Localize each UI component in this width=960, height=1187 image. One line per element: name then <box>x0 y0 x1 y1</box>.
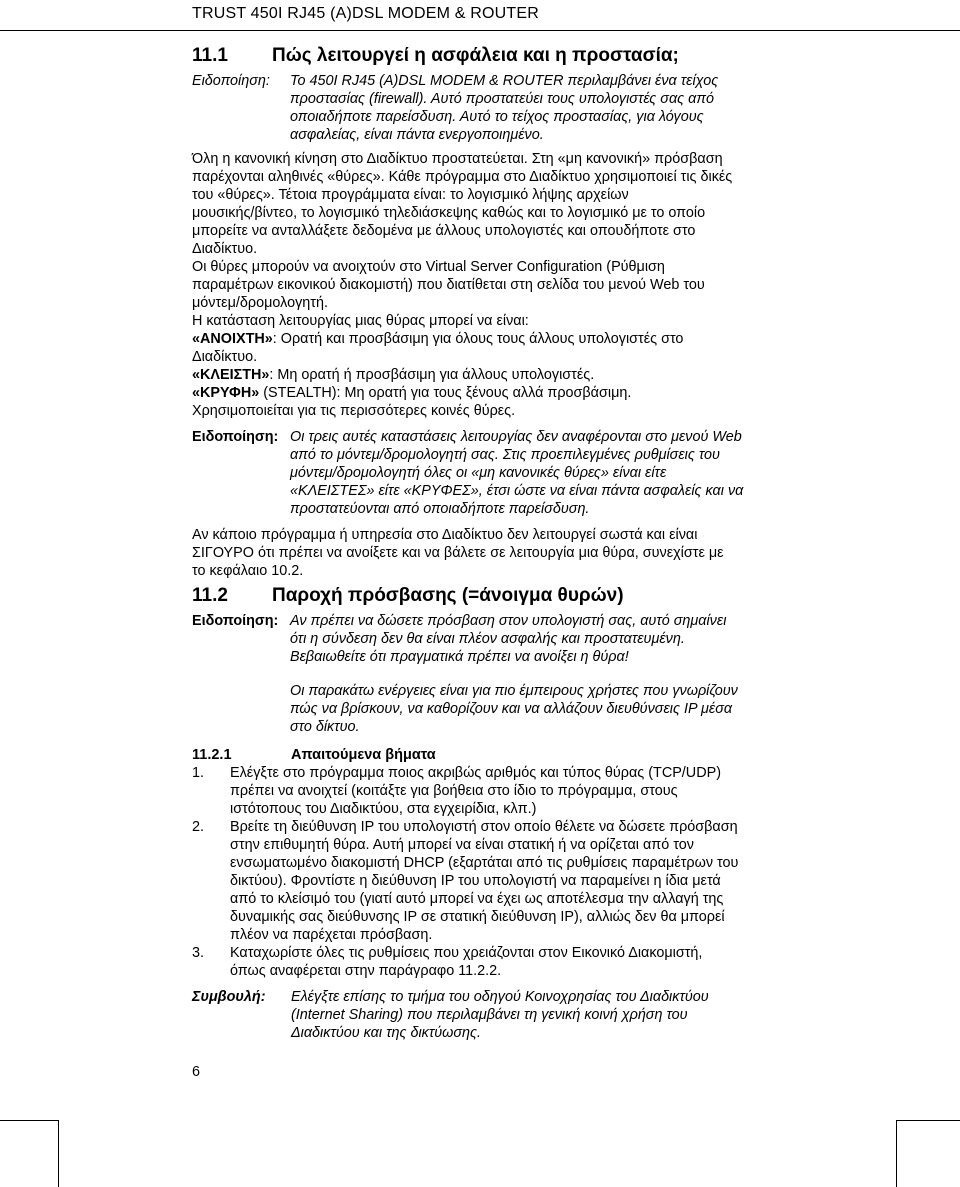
notice-line: Οι τρεις αυτές καταστάσεις λειτουργίας δεν αναφέρονται στο μενού Web <box>290 429 742 445</box>
step-number: 1. <box>192 765 205 781</box>
state-label: «ΚΛΕΙΣΤΗ» <box>192 367 270 383</box>
paragraph <box>192 526 758 580</box>
state-text: (STEALTH): Μη ορατή για τους ξένους αλλά προσβάσιμη. <box>259 385 632 401</box>
notice-line: πώς να βρίσκουν, να καθορίζουν και να αλλάζουν διευθύνσεις IP μέσα <box>290 701 733 717</box>
tip-line: Διαδικτύου και της δικτύωσης. <box>291 1025 482 1041</box>
port-state-open <box>192 330 758 366</box>
paragraph-line: Όλη η κανονική κίνηση στο Διαδίκτυο προστατεύεται. Στη «μη κανονική» πρόσβαση <box>192 151 723 167</box>
step-line: ιστότοπους του Διαδικτύου, στα εγχειρίδια, κλπ.) <box>230 801 537 817</box>
notice-label: Ειδοποίηση: <box>192 73 270 89</box>
step-line: στην επιθυμητή θύρα. Αυτή μπορεί να είναι στατική ή να ορίζεται από τον <box>230 837 694 853</box>
state-text: : Ορατή και προσβάσιμη για όλους τους άλλους υπολογιστές στο <box>272 331 684 347</box>
step-line: από το κλείσιμό του (γιατί αυτό μπορεί να έχει ως αποτέλεσμα την αλλαγή της <box>230 891 724 907</box>
notice-line: μόντεμ/δρομολογητή όλες οι «μη κανονικές θύρες» είναι είτε <box>290 465 667 481</box>
paragraph-line: Διαδίκτυο. <box>192 241 258 257</box>
crop-mark-left <box>58 1120 59 1187</box>
notice-line: προστατεύονται από οποιαδήποτε παρείσδυση. <box>290 501 590 517</box>
subsection-number: 11.2.1 <box>192 747 232 763</box>
state-label: «ΑΝΟΙΧΤΗ» <box>192 331 273 347</box>
tip-block <box>192 988 758 1042</box>
section-number: 11.2 <box>192 585 228 606</box>
paragraph: Χρησιμοποιείται για τις περισσότερες κοινές θύρες. <box>192 403 516 419</box>
notice-block <box>192 72 758 144</box>
section-title: Πώς λειτουργεί η ασφάλεια και η προστασία; <box>272 45 679 66</box>
notice-label: Ειδοποίηση: <box>192 613 279 629</box>
state-text: : Μη ορατή ή προσβάσιμη για άλλους υπολογιστές. <box>269 367 595 383</box>
paragraph-line: ΣΙΓΟΥΡΟ ότι πρέπει να ανοίξετε και να βάλετε σε λειτουργία μια θύρα, συνεχίστε με <box>192 545 724 561</box>
state-label: «ΚΡΥΦΗ» <box>192 385 260 401</box>
step-number: 2. <box>192 819 205 835</box>
step-line: πλέον να παρέχεται πρόσβαση. <box>230 927 433 943</box>
header-rule <box>0 30 960 31</box>
page-content <box>192 38 758 1042</box>
section-number: 11.1 <box>192 45 228 66</box>
notice-line: Οι παρακάτω ενέργειες είναι για πιο έμπειρους χρήστες που γνωρίζουν <box>290 683 738 699</box>
paragraph-line: μόντεμ/δρομολογητή. <box>192 295 328 311</box>
page-number: 6 <box>192 1064 201 1080</box>
paragraph-line: παραμέτρων εικονικού διακομιστή) που διατίθεται στη σελίδα του μενού Web του <box>192 277 705 293</box>
step-item <box>192 764 758 818</box>
notice-line: από το μόντεμ/δρομολογητή σας. Στις προεπιλεγμένες ρυθμίσεις του <box>290 447 720 463</box>
notice-line: Βεβαιωθείτε ότι πραγματικά πρέπει να ανοίξει η θύρα! <box>290 649 629 665</box>
step-line: Ελέγξτε στο πρόγραμμα ποιος ακριβώς αριθμός και τύπος θύρας (TCP/UDP) <box>230 765 721 781</box>
step-line: Καταχωρίστε όλες τις ρυθμίσεις που χρειάζονται στον Εικονικό Διακομιστή, <box>230 945 703 961</box>
notice-line: ότι η σύνδεση δεν θα είναι πλέον ασφαλής και προστατευμένη. <box>290 631 685 647</box>
notice-line: ασφαλείας, είναι πάντα ενεργοποιημένο. <box>290 127 544 143</box>
notice-line: οποιαδήποτε παρείσδυση. Αυτό το τείχος προστασίας, για λόγους <box>290 109 704 125</box>
paragraph <box>192 150 758 258</box>
paragraph-line: Αν κάποιο πρόγραμμα ή υπηρεσία στο Διαδίκτυο δεν λειτουργεί σωστά και είναι <box>192 527 698 543</box>
crop-mark-right <box>896 1120 897 1187</box>
crop-mark-right-h <box>896 1120 960 1121</box>
notice-line: Το 450I RJ45 (A)DSL MODEM & ROUTER περιλαμβάνει ένα τείχος <box>290 73 719 89</box>
subsection-heading-11-2-1 <box>192 746 758 764</box>
paragraph-line: μουσικής/βίντεο, το λογισμικό τηλεδιάσκεψης καθώς και το λογισμικό με το οποίο <box>192 205 706 221</box>
paragraph-line: παρέχονται αληθινές «θύρες». Κάθε πρόγραμμα στο Διαδίκτυο χρησιμοποιεί τις δικές <box>192 169 733 185</box>
running-header: TRUST 450I RJ45 (A)DSL MODEM & ROUTER <box>192 5 540 22</box>
section-heading-11-1 <box>192 44 758 68</box>
step-item <box>192 818 758 944</box>
state-text: Διαδίκτυο. <box>192 349 258 365</box>
step-line: πρέπει να ανοιχτεί (κοιτάξτε για βοήθεια στο ίδιο το πρόγραμμα, στους <box>230 783 678 799</box>
section-title: Παροχή πρόσβασης (=άνοιγμα θυρών) <box>272 585 624 606</box>
paragraph-line: του «θύρες». Τέτοια προγράμματα είναι: το λογισμικό λήψης αρχείων <box>192 187 629 203</box>
notice-label: Ειδοποίηση: <box>192 429 279 445</box>
paragraph-line: Οι θύρες μπορούν να ανοιχτούν στο Virtual Server Configuration (Ρύθμιση <box>192 259 665 275</box>
paragraph: Η κατάσταση λειτουργίας μιας θύρας μπορεί να είναι: <box>192 313 529 329</box>
subsection-title: Απαιτούμενα βήματα <box>291 747 436 763</box>
port-state-closed <box>192 366 758 384</box>
notice-line: Αν πρέπει να δώσετε πρόσβαση στον υπολογιστή σας, αυτό σημαίνει <box>290 613 727 629</box>
notice-line: προστασίας (firewall). Αυτό προστατεύει τους υπολογιστές σας από <box>290 91 715 107</box>
step-line: ενσωματωμένο διακομιστή DHCP (εξαρτάται από τις ρυθμίσεις παραμέτρων του <box>230 855 739 871</box>
crop-mark-left-h <box>0 1120 58 1121</box>
notice-block <box>192 428 758 518</box>
step-line: δικτύου). Φροντίστε η διεύθυνση IP του υπολογιστή να παραμείνει η ίδια μετά <box>230 873 721 889</box>
paragraph <box>192 258 758 312</box>
port-state-stealth <box>192 384 758 402</box>
notice-line: στο δίκτυο. <box>290 719 360 735</box>
tip-label: Συμβουλή: <box>192 989 266 1005</box>
paragraph-line: μπορείτε να ανταλλάξετε δεδομένα με άλλους υπολογιστές και οπουδήποτε στο <box>192 223 696 239</box>
notice-extra <box>290 682 758 736</box>
step-item <box>192 944 758 980</box>
notice-block <box>192 612 758 666</box>
step-line: όπως αναφέρεται στην παράγραφο 11.2.2. <box>230 963 502 979</box>
step-line: δυναμικής σας διεύθυνσης IP σε στατική διεύθυνση IP), αλλιώς δεν θα μπορεί <box>230 909 725 925</box>
notice-line: «ΚΛΕΙΣΤΕΣ» είτε «ΚΡΥΦΕΣ», έτσι ώστε να είναι πάντα ασφαλείς και να <box>290 483 744 499</box>
tip-line: Ελέγξτε επίσης το τμήμα του οδηγού Κοινοχρησίας του Διαδικτύου <box>291 989 709 1005</box>
step-number: 3. <box>192 945 205 961</box>
step-line: Βρείτε τη διεύθυνση IP του υπολογιστή στον οποίο θέλετε να δώσετε πρόσβαση <box>230 819 738 835</box>
tip-line: (Internet Sharing) που περιλαμβάνει τη γενική κοινή χρήση του <box>291 1007 688 1023</box>
section-heading-11-2 <box>192 584 758 608</box>
paragraph-line: το κεφάλαιο 10.2. <box>192 563 304 579</box>
